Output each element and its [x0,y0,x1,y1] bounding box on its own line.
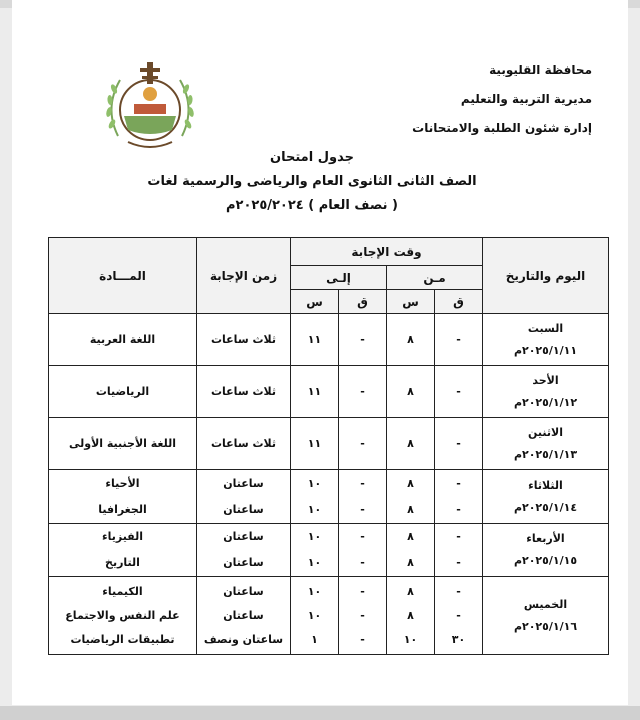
header-duration: زمن الإجابة [197,238,291,314]
from-hours-cell [387,470,435,524]
header-answer-time: وقت الإجابة [291,238,483,266]
directorate-name: مديرية التربية والتعليم [460,92,592,106]
from-minutes-value: ٣٠ [451,632,466,646]
duration-value: ساعتان [223,556,264,569]
from-minutes-cell [435,366,483,418]
to-hours-cell [291,470,339,524]
header-from-hours: س [387,290,435,314]
to-hours-value: ١١ [307,436,322,450]
table-row [49,418,609,470]
from-hours-value: ٨ [407,384,414,398]
duration-value: ثلاث ساعات [210,436,276,450]
table-row [49,366,609,418]
from-minutes-cell [435,470,483,524]
day-name: الثلاثاء [528,478,563,492]
to-hours-value: ١٠ [307,530,322,543]
day-date-cell [483,524,609,577]
exam-date: ٢٠٢٥/١/١٤م [513,500,578,514]
subject-value: الجغرافيا [98,502,147,516]
subject-value: الكيمياء [102,584,143,598]
exam-date: ٢٠٢٥/١/١٣م [513,447,578,461]
from-hours-cell [387,577,435,655]
day-date-cell [483,314,609,366]
duration-value: ساعتان [223,584,264,598]
from-minutes-value: - [456,476,461,490]
to-minutes-cell [339,366,387,418]
duration-value: ساعتان [223,502,264,516]
day-name: السبت [527,321,564,335]
day-name: الخميس [523,597,568,611]
day-date-cell [483,418,609,470]
subject-value: اللغة العربية [89,332,156,346]
to-minutes-value: - [360,436,365,450]
table-row [49,577,609,655]
duration-cell [197,470,291,524]
to-hours-cell [291,418,339,470]
from-minutes-value: - [456,530,461,543]
document-title: جدول امتحان [270,150,354,165]
to-hours-cell [291,366,339,418]
grade-title: الصف الثانى الثانوى العام والرياضى والرسمية لغات [147,174,477,189]
duration-value: ثلاث ساعات [210,332,276,346]
administration-name: إدارة شئون الطلبة والامتحانات [412,121,592,135]
duration-value: ساعتان ونصف [203,632,284,646]
subject-value: التاريخ [105,556,140,569]
to-hours-value: ١ [311,632,318,646]
document-page [12,0,628,705]
from-hours-value: ٨ [407,476,414,490]
subject-value: الفيزياء [101,530,144,543]
header-from-minutes: ق [435,290,483,314]
from-hours-value: ١٠ [403,632,418,646]
term-title: ( نصف العام ) ٢٠٢٥/٢٠٢٤م [225,198,398,213]
from-hours-value: ٨ [407,436,414,450]
to-minutes-cell [339,418,387,470]
to-hours-value: ١٠ [307,502,322,516]
to-hours-cell [291,524,339,577]
day-date-cell [483,577,609,655]
governorate-name: محافظة القليوبية [489,63,592,77]
from-hours-value: ٨ [407,584,414,598]
from-minutes-cell [435,418,483,470]
from-hours-cell [387,366,435,418]
duration-cell [197,418,291,470]
to-hours-value: ١٠ [307,556,322,569]
header-from: مـن [387,266,483,290]
from-minutes-cell [435,524,483,577]
header-day-date: اليوم والتاريخ [483,238,609,314]
to-minutes-value: - [360,502,365,516]
subject-cell [49,314,197,366]
duration-value: ساعتان [223,530,264,543]
table-row [49,524,609,577]
from-hours-value: ٨ [407,556,414,569]
exam-date: ٢٠٢٥/١/١٦م [513,619,578,633]
subject-cell [49,577,197,655]
duration-cell [197,577,291,655]
from-hours-value: ٨ [407,332,414,346]
exam-schedule-table [48,237,609,655]
to-hours-cell [291,577,339,655]
from-hours-cell [387,524,435,577]
to-minutes-cell [339,524,387,577]
from-hours-value: ٨ [407,502,414,516]
day-date-cell [483,470,609,524]
duration-value: ثلاث ساعات [210,384,276,398]
from-hours-cell [387,418,435,470]
issuer-header [332,56,592,143]
subject-value: الرياضيات [95,384,150,398]
table-row [49,314,609,366]
subject-value: اللغة الأجنبية الأولى [68,436,177,450]
day-name: الأربعاء [526,532,565,545]
from-minutes-value: - [456,556,461,569]
to-minutes-value: - [360,476,365,490]
bottom-strip [0,706,640,720]
exam-date: ٢٠٢٥/١/١١م [513,343,578,357]
to-hours-value: ١٠ [307,584,322,598]
to-minutes-value: - [360,632,365,646]
exam-date: ٢٠٢٥/١/١٢م [513,395,578,409]
header-to: إلـى [291,266,387,290]
to-minutes-cell [339,577,387,655]
to-hours-value: ١١ [307,332,322,346]
subject-value: تطبيقات الرياضيات [70,632,175,646]
duration-value: ساعتان [223,476,264,490]
from-minutes-value: - [456,584,461,598]
to-minutes-value: - [360,556,365,569]
duration-value: ساعتان [223,608,264,622]
subject-cell [49,366,197,418]
directorate-logo-icon [98,58,202,158]
from-minutes-value: - [456,332,461,346]
to-hours-value: ١٠ [307,476,322,490]
to-minutes-value: - [360,584,365,598]
subject-value: علم النفس والاجتماع [65,608,180,622]
to-minutes-cell [339,470,387,524]
from-hours-value: ٨ [407,608,414,622]
header-to-minutes: ق [339,290,387,314]
document-titles [72,146,552,218]
from-hours-cell [387,314,435,366]
schedule-body [49,314,609,655]
subject-value: الأحياء [105,476,140,490]
day-name: الاثنين [528,425,563,439]
subject-cell [49,470,197,524]
to-minutes-value: - [360,608,365,622]
to-minutes-value: - [360,332,365,346]
subject-cell [49,524,197,577]
duration-cell [197,366,291,418]
header-subject: المـــادة [49,238,197,314]
duration-cell [197,314,291,366]
from-hours-value: ٨ [407,530,414,543]
from-minutes-value: - [456,502,461,516]
from-minutes-cell [435,577,483,655]
from-minutes-value: - [456,436,461,450]
subject-cell [49,418,197,470]
exam-date: ٢٠٢٥/١/١٥م [513,554,578,567]
day-date-cell [483,366,609,418]
from-minutes-value: - [456,608,461,622]
to-hours-cell [291,314,339,366]
to-minutes-value: - [360,384,365,398]
day-name: الأحد [532,373,559,387]
duration-cell [197,524,291,577]
from-minutes-value: - [456,384,461,398]
to-hours-value: ١٠ [307,608,322,622]
to-hours-value: ١١ [307,384,322,398]
table-row [49,470,609,524]
to-minutes-cell [339,314,387,366]
from-minutes-cell [435,314,483,366]
to-minutes-value: - [360,530,365,543]
header-to-hours: س [291,290,339,314]
